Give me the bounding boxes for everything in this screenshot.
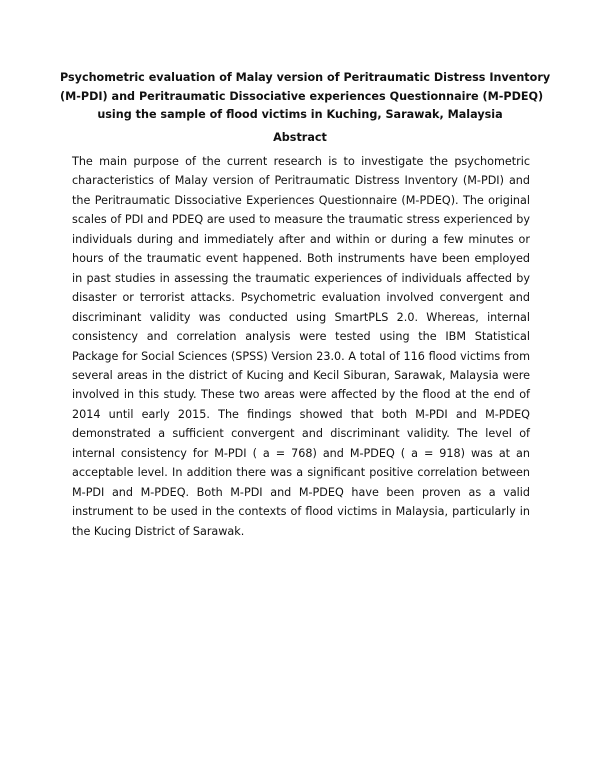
paper-title bbox=[60, 69, 551, 125]
paper-title-line: using the sample of flood victims in Kuching, Sarawak, Malaysia bbox=[97, 108, 503, 121]
paper-title-line: (M-PDI) and Peritraumatic Dissociative experiences Questionnaire (M-PDEQ) bbox=[60, 89, 544, 103]
abstract-body: The main purpose of the current research is to investigate the psychometric characteristics of Malay version of Peritraumatic Distress Inventory (M-PDI) and the Peritraumatic Dissociative Experiences Questionnaire (M-PDEQ). The original scales of PDI and PDEQ are used to measure the traumatic stress experienced by individuals during and immediately after and within or during a few minutes or hours of the traumatic event happened. Both instruments have been employed in past studies in assessing the traumatic experiences of individuals affected by disaster or terrorist attacks. Psychometric evaluation involved convergent and discriminant validity was conducted using SmartPLS 2.0. Whereas, internal consistency and correlation analysis were tested using the IBM Statistical Package for Social Sciences (SPSS) Version 23.0. A total of 116 flood victims from several areas in the district of Kucing and Kecil Siburan, Sarawak, Malaysia were involved in this study. These two areas were affected by the flood at the end of 2014 until early 2015. The findings showed that both M-PDI and M-PDEQ demonstrated a sufficient convergent and discriminant validity. The level of internal consistency for M-PDI ( a = 768) and M-PDEQ ( a = 918) was at an acceptable level. In addition there was a significant positive correlation between M-PDI and M-PDEQ. Both M-PDI and M-PDEQ have been proven as a valid instrument to be used in the contexts of flood victims in Malaysia, particularly in the Kucing District of Sarawak. bbox=[72, 155, 530, 538]
abstract-heading: Abstract bbox=[273, 131, 327, 144]
paper-title-line: Psychometric evaluation of Malay version of Peritraumatic Distress Inventory bbox=[60, 71, 551, 84]
